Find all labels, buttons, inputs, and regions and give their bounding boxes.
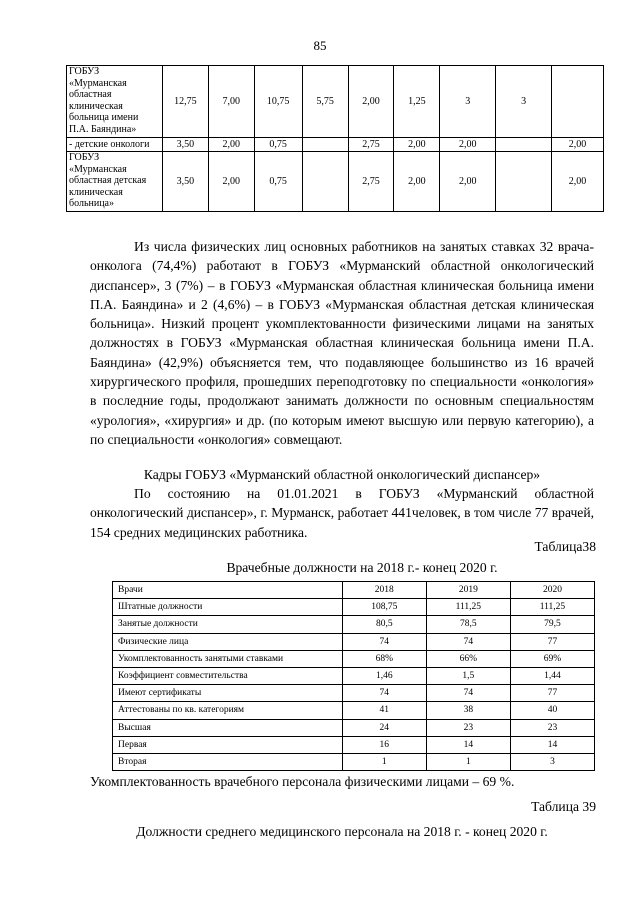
value-cell [302,152,348,212]
value-cell: 2,75 [348,138,394,152]
row-label-cell: Коэффициент совместительства [113,667,343,684]
name-line: областная [69,89,112,100]
row-label-cell: Вторая [113,753,343,770]
value-cell: 14 [510,736,594,753]
table-row [113,702,595,719]
row-label-cell: Первая [113,736,343,753]
table-row [67,66,604,138]
value-cell: 10,75 [254,66,302,138]
value-cell: 2,75 [348,152,394,212]
table-row [67,138,604,152]
name-line: «Мурманская [69,163,127,175]
value-cell: 1 [342,753,426,770]
value-cell: 23 [510,719,594,736]
table-row [113,616,595,633]
value-cell: 1,5 [426,667,510,684]
value-cell: 7,00 [208,66,254,138]
row-label-cell: Высшая [113,719,343,736]
value-cell: 77 [510,633,594,650]
name-line: клиническая [69,100,123,112]
value-cell [496,152,552,212]
value-cell: 3 [496,66,552,138]
row-label-cell: Физические лица [113,633,343,650]
table38-title: Врачебные должности на 2018 г.- конец 2020 г. [226,560,498,575]
header-cell: 2020 [510,582,594,599]
value-cell: 2,00 [552,152,604,212]
name-line: больница имени [69,112,139,123]
staffing-note: Укомплектованность врачебного персонала физическими лицами – 69 %. [90,774,515,789]
value-cell: 66% [426,650,510,667]
value-cell: 68% [342,650,426,667]
value-cell: 2,00 [208,152,254,212]
value-cell: 2,00 [394,152,440,212]
value-cell: 1,46 [342,667,426,684]
table-row [113,667,595,684]
table-row [113,685,595,702]
name-line: больница» [69,198,114,209]
value-cell: 74 [426,633,510,650]
table-row [113,650,595,667]
value-cell: 23 [426,719,510,736]
paragraph-dispensary-staff: По состоянию на 01.01.2021 в ГОБУЗ «Мурманский областной онкологический диспансер», г. Мурманск, работает 441человек, в том числе 77 врачей, 154 средних медицинских работника. [90,486,594,540]
value-cell: 2,00 [552,138,604,152]
value-cell: 2,00 [440,152,496,212]
value-cell: 111,25 [426,599,510,616]
value-cell: 79,5 [510,616,594,633]
value-cell: 38 [426,702,510,719]
name-line: ГОБУЗ [69,66,100,77]
institution-name-cell [67,152,163,212]
value-cell: 41 [342,702,426,719]
value-cell: 111,25 [510,599,594,616]
institution-name-cell [67,66,163,138]
row-label-cell: Занятые должности [113,616,343,633]
header-cell: 2018 [342,582,426,599]
table38-label: Таблица38 [534,539,596,554]
table-header-row [113,582,595,599]
row-label-cell: Штатные должности [113,599,343,616]
table39-title: Должности среднего медицинского персонала на 2018 г. - конец 2020 г. [136,824,548,839]
value-cell [302,138,348,152]
value-cell: 2,00 [440,138,496,152]
table-row [67,152,604,212]
value-cell: 1,25 [394,66,440,138]
value-cell: 108,75 [342,599,426,616]
table-row [113,753,595,770]
value-cell: 74 [426,685,510,702]
name-line: областная детская [69,175,147,186]
value-cell: 14 [426,736,510,753]
table39-label: Таблица 39 [531,799,596,814]
value-cell: 40 [510,702,594,719]
value-cell: 3 [440,66,496,138]
value-cell: 24 [342,719,426,736]
value-cell: 3,50 [162,138,208,152]
value-cell: 77 [510,685,594,702]
name-line: - детские онкологи [69,138,150,150]
value-cell [496,138,552,152]
table38-physician-positions [112,581,595,771]
row-label-cell: Аттестованы по кв. категориям [113,702,343,719]
header-cell: 2019 [426,582,510,599]
table-row [113,599,595,616]
value-cell: 12,75 [162,66,208,138]
value-cell: 3 [510,753,594,770]
value-cell: 2,00 [394,138,440,152]
table-row [113,736,595,753]
value-cell: 1 [426,753,510,770]
name-line: П.А. Баяндина» [69,123,137,135]
value-cell: 2,00 [208,138,254,152]
value-cell: 0,75 [254,138,302,152]
value-cell: 16 [342,736,426,753]
page-number: 85 [313,38,327,53]
value-cell [552,66,604,138]
value-cell: 1,44 [510,667,594,684]
table-row [113,633,595,650]
name-line: «Мурманская [69,77,127,89]
table-row [113,719,595,736]
institution-name-cell [67,138,163,152]
header-cell: Врачи [113,582,343,599]
value-cell: 74 [342,685,426,702]
paragraph-oncologists: Из числа физических лиц основных работников на занятых ставках 32 врача-онколога (74,4%) работают в ГОБУЗ «Мурманский областной онкологический диспансер», 3 (7%) – в ГОБУЗ «Мурманская областная клиническая больница имени П.А. Баяндина» и 2 (4,6%) – в ГОБУЗ «Мурманская областная детская клиническая больница». Низкий процент укомплектованности физическими лицами на занятых должностях в ГОБУЗ «Мурманская областная клиническая больница имени П.А. Баяндина» (42,9%) объясняется тем, что подавляющее большинство из 16 врачей хирургического профиля, прошедших переподготовку по специальности «онкология» в последние годы, продолжают занимать должности по основным специальностям «урология», «хирургия» и др. (по которым имеют высшую или первую категорию), а по специальности «онкология» совмещают. [90,239,594,447]
value-cell: 80,5 [342,616,426,633]
row-label-cell: Укомплектованность занятыми ставками [113,650,343,667]
value-cell: 0,75 [254,152,302,212]
value-cell: 2,00 [348,66,394,138]
oncology-staff-table-continued [66,65,604,212]
section-heading: Кадры ГОБУЗ «Мурманский областной онкологический диспансер» [143,467,541,482]
value-cell: 3,50 [162,152,208,212]
name-line: ГОБУЗ [69,152,100,163]
value-cell: 74 [342,633,426,650]
value-cell: 5,75 [302,66,348,138]
row-label-cell: Имеют сертификаты [113,685,343,702]
name-line: клиническая [69,186,123,198]
value-cell: 78,5 [426,616,510,633]
value-cell: 69% [510,650,594,667]
